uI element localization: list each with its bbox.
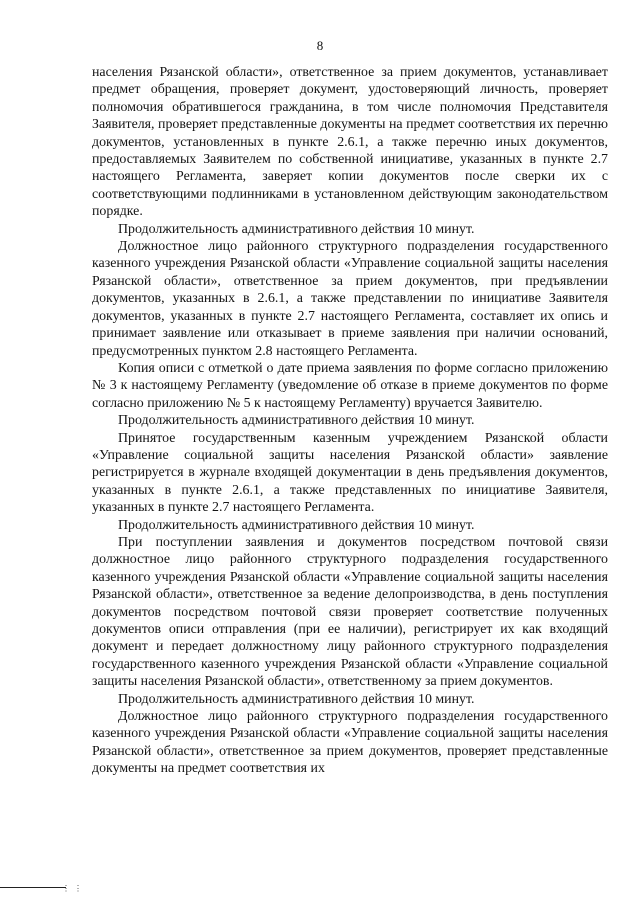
paragraph: Должностное лицо районного структурного подразделения государственного казенного учреждения Рязанской области «Управление социальной защиты населения Рязанской области», ответственное за прием документов, проверяет представленные документы на предмет соответствия их [92, 709, 608, 777]
footer-marks: ⋮ ⋮ [62, 884, 83, 893]
paragraph: При поступлении заявления и документов посредством почтовой связи должностное лицо районного структурного подразделения государственного казенного учреждения Рязанской области «Управление социальной защиты населения Рязанской области», ответственное за ведение делопроизводства, в день поступления документов посредством почтовой связи проверяет соответствие полученных документов описи отправления (при ее наличии), регистрирует их как входящий документ и передает должностному лицу районного структурного подразделения государственного казенного учреждения Рязанской области «Управление социальной защиты населения Рязанской области», ответственному за прием документов. [92, 534, 608, 690]
paragraph: Должностное лицо районного структурного подразделения государственного казенного учреждения Рязанской области «Управление социальной защиты населения Рязанской области», ответственное за прием документов, при предъявлении документов, указанных в 2.6.1, а также представлении по инициативе Заявителя документов, указанных в пункте 2.7 настоящего Регламента, составляет их опись и принимает заявление или отказывает в приеме заявления при наличии оснований, предусмотренных пунктом 2.8 настоящего Регламента. [92, 239, 608, 359]
paragraph-duration: Продолжительность административного действия 10 минут. [118, 691, 475, 707]
document-body [92, 64, 608, 778]
footer-rule [0, 887, 66, 888]
paragraph: Копия описи с отметкой о дате приема заявления по форме согласно приложению № 3 к настоящему Регламенту (уведомление об отказе в приеме документов по форме согласно приложению № 5 к настоящему Регламенту) вручается Заявителю. [92, 360, 608, 411]
paragraph: Принятое государственным казенным учреждением Рязанской области «Управление социальной защиты населения Рязанской области» заявление регистрируется в журнале входящей документации в день предъявления документов, указанных в пункте 2.6.1, а также представленных по инициативе Заявителя, указанных в пункте 2.7 настоящего Регламента. [92, 430, 608, 516]
page-number: 8 [316, 38, 324, 53]
paragraph-duration: Продолжительность административного действия 10 минут. [118, 221, 475, 237]
paragraph-duration: Продолжительность административного действия 10 минут. [118, 413, 475, 429]
paragraph-duration: Продолжительность административного действия 10 минут. [118, 517, 475, 533]
paragraph-continuation: населения Рязанской области», ответственное за прием документов, устанавливает предмет обращения, проверяет документ, удостоверяющий личность, проверяет полномочия обратившегося гражданина, в том числе полномочия Представителя Заявителя, проверяет представленные документы на предмет соответствия их перечню документов, установленных в пункте 2.6.1, а также перечню иных документов, предоставляемых Заявителем по собственной инициативе, указанных в пункте 2.7 настоящего Регламента, заверяет копии документов после сверки их с соответствующими подлинниками в установленном действующим законодательством порядке. [92, 65, 608, 220]
